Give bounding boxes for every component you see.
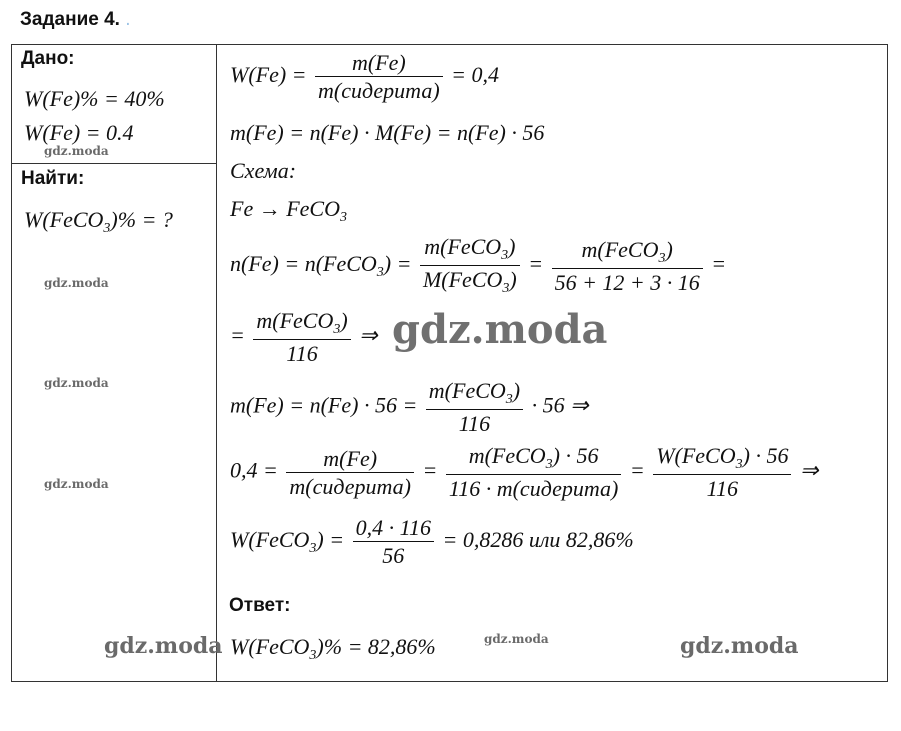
- answer-value: W(FeCO$_3$)% = 82,86%: [230, 634, 436, 663]
- watermark: gdz.moda: [44, 276, 109, 290]
- task-title-dot: .: [125, 9, 131, 30]
- watermark: gdz.moda: [44, 144, 109, 158]
- find-label: Найти:: [21, 168, 85, 189]
- solution-line-6: = $\frac{m(FeCO_3)}{116}$ ⇒: [230, 308, 378, 366]
- solution-line-4: Fe → FeCO$_3$: [230, 196, 347, 225]
- answer-label: Ответ:: [229, 595, 291, 616]
- column-divider: [216, 44, 217, 682]
- find-item: W(FeCO$_3$)% = ?: [24, 207, 173, 236]
- solution-line-1: W(Fe) = $\frac{m(Fe)}{\text{m(сидерита)}}$ = 0,4: [230, 50, 500, 103]
- solution-line-2: m(Fe) = n(Fe) · M(Fe) = n(Fe) · 56: [230, 120, 545, 145]
- task-title: [20, 9, 131, 31]
- given-item-2: W(Fe) = 0.4: [24, 120, 134, 145]
- given-item-1: W(Fe)% = 40%: [24, 86, 165, 111]
- solution-line-3: Схема:: [230, 158, 297, 183]
- solution-line-5: n(Fe) = n(FeCO$_3$) = $\frac{m(FeCO_3)}{M(FeCO_3)}$ = $\frac{m(FeCO_3)}{56 + 12 + 3 \cdot 16}$ =: [230, 234, 727, 296]
- watermark: gdz.moda: [680, 633, 799, 659]
- watermark: gdz.moda: [484, 632, 549, 646]
- solution-line-7: m(Fe) = n(Fe) · 56 = $\frac{m(FeCO_3)}{116}$ · 56 ⇒: [230, 378, 589, 436]
- solution-line-8: 0,4 = $\frac{m(Fe)}{\text{m(сидерита)}}$ = $\frac{m(FeCO_3) \cdot 56}{\text{116 · m(сидерита)}}$ = $\frac{W(FeCO_3) \cdot 56}{116}$ ⇒: [230, 443, 819, 501]
- solution-line-9: W(FeCO$_3$) = $\frac{0,4 \cdot 116}{56}$ = 0,8286 или 82,86%: [230, 515, 634, 568]
- given-label: Дано:: [21, 48, 75, 69]
- watermark: gdz.moda: [44, 477, 109, 491]
- given-find-divider: [11, 163, 217, 164]
- watermark-large: gdz.moda: [392, 306, 608, 353]
- task-title-text: Задание 4.: [20, 9, 120, 30]
- watermark: gdz.moda: [104, 633, 223, 659]
- watermark: gdz.moda: [44, 376, 109, 390]
